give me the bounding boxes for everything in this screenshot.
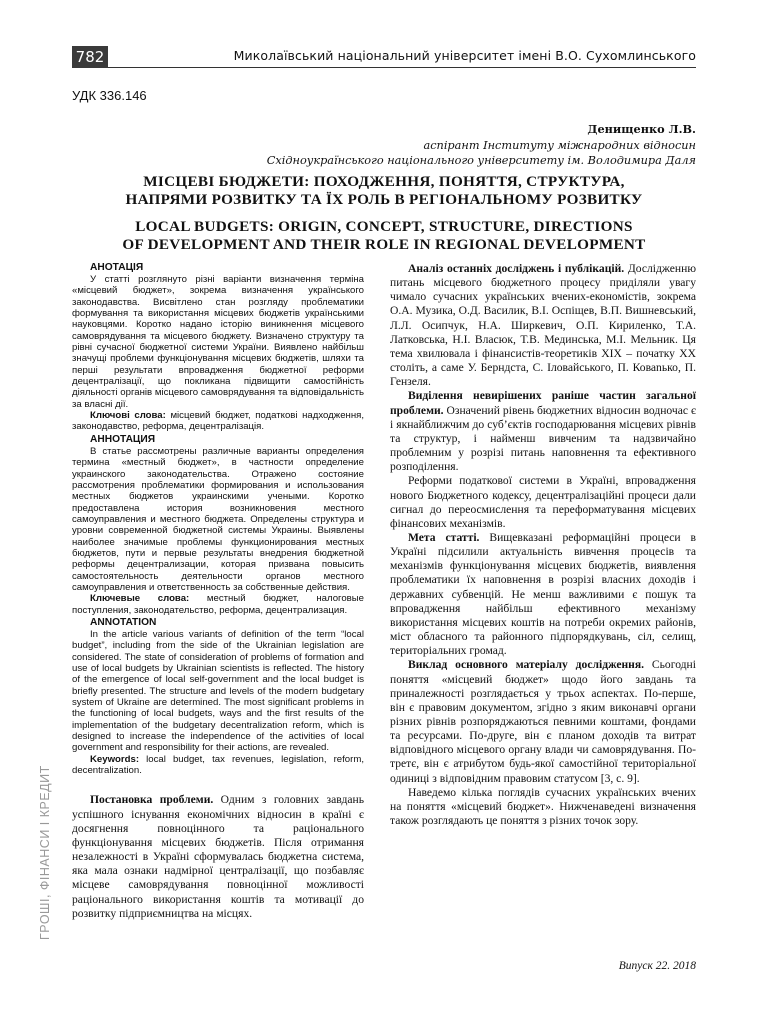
udk-code: УДК 336.146 bbox=[72, 88, 147, 103]
problem-statement-text: Одним з головних завдань успішного існування економічних відносин в країні є досягнення повноцінного та раціонального функціонування місцевих бюджетів. Після отримання незалежності в Україні сформувалась бюджетна система, яка мала ознаки надмірної централізації, що позбавляє місцеве самоврядування повноцінної можливості раціонального використання коштів та мотивації до розвитку підприємництва на місцях. bbox=[72, 793, 365, 920]
author-block bbox=[176, 122, 696, 169]
title-en-line-1: LOCAL BUDGETS: ORIGIN, CONCEPT, STRUCTURE, DIRECTIONS bbox=[135, 218, 633, 235]
title-en-line-2: OF DEVELOPMENT AND THEIR ROLE IN REGIONAL DEVELOPMENT bbox=[122, 236, 646, 253]
spacer bbox=[72, 777, 364, 793]
abstract-russian bbox=[72, 434, 364, 616]
paragraph-text: Наведемо кілька поглядів сучасних українських вчених на поняття «місцевий бюджет». Нижченаведені визначення також розглядають це поняття з різних точок зору. bbox=[390, 785, 696, 828]
keywords-en-label: Keywords: bbox=[90, 753, 140, 765]
paragraph-lead: Виклад основного матеріалу дослідження. bbox=[408, 658, 644, 672]
paragraph-lead: Мета статті. bbox=[408, 530, 480, 544]
keywords-ru bbox=[72, 593, 364, 616]
journal-side-label: ГРОШІ, ФІНАНСИ І КРЕДИТ bbox=[38, 765, 52, 940]
keywords-ru-label: Ключевые слова: bbox=[90, 593, 190, 605]
keywords-ua bbox=[72, 410, 364, 433]
author-position: аспірант Інституту міжнародних відносин bbox=[423, 138, 696, 152]
abstract-ua-heading: АНОТАЦІЯ bbox=[90, 262, 144, 273]
issue-label: Випуск 22. 2018 bbox=[618, 960, 696, 972]
abstract-english bbox=[72, 617, 364, 776]
left-column bbox=[72, 262, 364, 921]
abstract-ukrainian bbox=[72, 262, 364, 433]
body-paragraph bbox=[390, 531, 696, 658]
page-number: 782 bbox=[72, 46, 108, 68]
title-english bbox=[72, 218, 696, 254]
university-name: Миколаївський національний університет імені В.О. Сухомлинського bbox=[233, 48, 696, 63]
keywords-ru-text: местный бюджет, налоговые поступления, законодательство, реформа, децентрализация. bbox=[72, 593, 364, 616]
problem-statement-lead: Постановка проблеми. bbox=[90, 793, 214, 807]
keywords-en-text: local budget, tax revenues, legislation, reform, decentralization. bbox=[72, 753, 364, 777]
running-header bbox=[72, 46, 696, 70]
abstract-ua-text: У статті розглянуто різні варіанти визначення терміна «місцевий бюджет», зокрема визначення українського законодавства. Висвітлено стан розгляду проблематики формування та використання місцевих бюджетів українськими науковцями. Коротко надано історію виникнення місцевого самоврядування та місцевого бюджету. Визначено структуру та рівні сучасної бюджетної системи України. Виявлено найбільш значущі проблеми функціонування місцевих бюджетів, шляхи та перші результати впровадження бюджетної реформи децентралізації, що покликана підвищити самостійність діяльності органів місцевого самоврядування та відповідальність за власні дії. bbox=[72, 274, 364, 410]
body-paragraph bbox=[390, 389, 696, 474]
paragraph-lead: Аналіз останніх досліджень і публікацій. bbox=[408, 262, 625, 275]
paragraph-text: Дослідженню питань місцевого бюджетного процесу приділяли увагу чимало сучасних українських вчених-економістів, зокрема О.А. Музика, О.Д. Василик, В.І. Оспіщев, В.П. Вишневський, Л.Л. Осипчук, Н.А. Ширкевич, О.П. Кириленко, Т.А. Латковська, Н.І. Власюк, Т.В. Мединська, М.І. Мельник. Ця тема хвилювала і фінансистів-теоретиків XIX – початку XX століть, а саме У. Берндста, С. Іловайського, П. Коваnько, П. Гензеля. bbox=[390, 262, 696, 389]
body-paragraph bbox=[390, 474, 696, 531]
problem-statement-paragraph bbox=[72, 793, 364, 920]
right-column bbox=[390, 262, 696, 828]
header-rule bbox=[108, 67, 696, 68]
abstract-ru-heading: АННОТАЦИЯ bbox=[90, 433, 156, 445]
body-paragraph bbox=[390, 786, 696, 828]
author-name: Денищенко Л.В. bbox=[587, 122, 696, 136]
body-paragraph bbox=[390, 658, 696, 785]
paragraph-lead: Виділення невирішених раніше частин загальної проблеми. bbox=[390, 389, 696, 417]
abstract-en-heading: ANNOTATION bbox=[90, 616, 157, 628]
keywords-ua-text: місцевий бюджет, податкові надходження, законодавство, реформа, децентралізація. bbox=[72, 410, 364, 433]
body-paragraph bbox=[390, 262, 696, 389]
author-university: Східноукраїнського національного університету ім. Володимира Даля bbox=[266, 154, 696, 167]
paragraph-text: Реформи податкової системи в Україні, впровадження нового Бюджетного кодексу, децентралізаційні процеси дали сигнал до переосмислення та переформатування місцевих фінансових механізмів. bbox=[390, 474, 696, 530]
keywords-en bbox=[72, 754, 364, 777]
abstract-ru-text: В статье рассмотрены различные варианты определения термина «местный бюджет», в частности определение украинского законодательства. Отражено состояние рассмотрения проблематики формирования и использования местных бюджетов украинскими учеными. Коротко предоставлена история возникновения местного самоуправления и местного бюджета. Определены структура и уровни современной бюджетной системы Украины. Выявлены наиболее значимые проблемы функционирования местных бюджетов, пути и первые результаты внедрения бюджетной реформы децентрализации, которая призвана повысить самостоятельность деятельности органов местного самоуправления и ответственность за собственные действия. bbox=[72, 445, 364, 593]
keywords-ua-label: Ключові слова: bbox=[90, 410, 166, 422]
paragraph-text: Вищевказані реформаційні процеси в Україні підсилили актуальність вивчення процесів та механізмів функціонування місцевих бюджетів, виявлення проблематики їх наповнення в розрізі власних доходів і державних субвенцій. Не менш важливими є пошук та впровадження найбільш ефективного механізму використання місцевих коштів на потреби окремих районів, міст обласного та районного підпорядкувань, сіл, селищ, територіальних громад. bbox=[390, 530, 696, 658]
title-ua-line-2: НАПРЯМИ РОЗВИТКУ ТА ЇХ РОЛЬ В РЕГІОНАЛЬНОМУ РОЗВИТКУ bbox=[125, 191, 643, 208]
paragraph-text: Означений рівень бюджетних відносин водночас є і якнайближчим до суб’єктів господарювання місцевих рівнів та структур, і найменш вивченим та надзвичайно проблемним у розрізі питань наповнення та ефективного розподілення. bbox=[390, 403, 696, 474]
abstract-en-text: In the article various variants of definition of the term “local budget”, including from the side of the Ukrainian legislation are considered. The state of consideration of problems of formation and use of local budgets by Ukrainian scientists is reflected. The history of the emergence of local self-government and the local budget is briefly presented. The structure and levels of the modern budgetary system of Ukraine are determined. The most significant problems in the functioning of local budgets, ways and the first results of the implementation of the budgetary decentralization reform, which is designed to increase the independence of the activities of local government and responsibility for their actions, are revealed. bbox=[72, 628, 364, 754]
title-ua-line-1: МІСЦЕВІ БЮДЖЕТИ: ПОХОДЖЕННЯ, ПОНЯТТЯ, СТРУКТУРА, bbox=[143, 173, 625, 190]
paragraph-text: Сьогодні поняття «місцевий бюджет» щодо його завдань та приналежності розглядається у трьох аспектах. По-перше, він є правовим документом, згідно з яким виконавчі органи різних рівнів розпоряджаються певними коштами, фондами та ресурсами. По-друге, він є планом доходів та витрат відповідного місцевого органу влади чи самоврядування. По-третє, він є атрибутом будь-якої самостійної територіальної одиниці з відповідним правовим статусом [3, с. 9]. bbox=[390, 658, 696, 785]
title-ukrainian bbox=[72, 173, 696, 209]
